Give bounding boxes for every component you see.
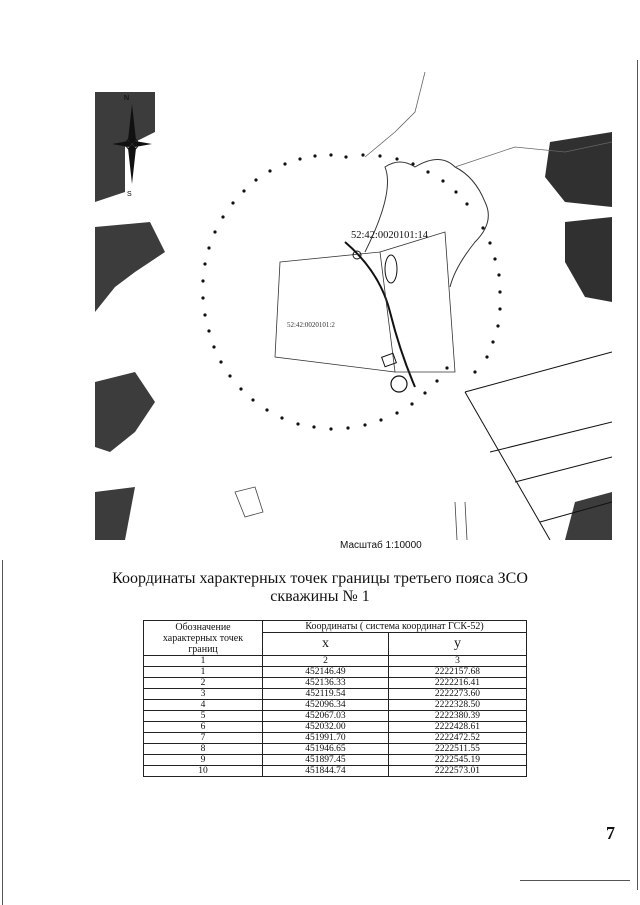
table-row	[144, 744, 527, 755]
scan-edge-bottom	[520, 880, 630, 881]
dark-area-right-top	[545, 132, 612, 207]
col-x-header: x	[263, 633, 389, 656]
point-number: 10	[144, 766, 263, 777]
svg-text:N: N	[124, 95, 130, 102]
coordinates-table	[143, 620, 527, 777]
scan-edge-right	[637, 60, 638, 890]
table-caption	[100, 570, 540, 606]
x-value: 451897.45	[263, 755, 389, 766]
point-number: 3	[144, 689, 263, 700]
dark-area-top-left	[95, 92, 155, 202]
col-point-label-header: Обозначение характерных точек границ	[144, 621, 263, 656]
svg-text:S: S	[127, 191, 132, 198]
map-drawing	[95, 72, 612, 540]
x-value: 452032.00	[263, 722, 389, 733]
y-value: 2222472.52	[388, 733, 526, 744]
dark-area-bottom-right	[565, 492, 612, 540]
dark-area-left	[95, 222, 165, 312]
y-value: 2222273.60	[388, 689, 526, 700]
boundary-map	[95, 72, 612, 540]
point-number: 5	[144, 711, 263, 722]
point-number: 6	[144, 722, 263, 733]
road	[345, 242, 415, 387]
table-row	[144, 678, 527, 689]
boundary-line-top	[365, 72, 425, 157]
parcel-outline	[275, 252, 395, 372]
pond	[385, 255, 397, 283]
point-number: 9	[144, 755, 263, 766]
table-row	[144, 733, 527, 744]
point-number: 8	[144, 744, 263, 755]
zone-boundary	[201, 153, 501, 430]
y-value: 2222428.61	[388, 722, 526, 733]
y-value: 2222216.41	[388, 678, 526, 689]
x-value: 452067.03	[263, 711, 389, 722]
round-structure	[391, 376, 407, 392]
table-colnum-row	[144, 656, 527, 667]
table-row	[144, 711, 527, 722]
x-value: 452136.33	[263, 678, 389, 689]
parcel-label-inner: 52:42:0020101:2	[287, 321, 335, 329]
small-parcel	[235, 487, 263, 517]
point-number: 1	[144, 667, 263, 678]
y-value: 2222511.55	[388, 744, 526, 755]
point-number: 7	[144, 733, 263, 744]
table-row	[144, 689, 527, 700]
point-number: 2	[144, 678, 263, 689]
caption-line-1: Координаты характерных точек границы третьего пояса ЗСО	[112, 570, 528, 587]
river-line	[365, 160, 488, 288]
y-value: 2222545.19	[388, 755, 526, 766]
x-value: 451844.74	[263, 766, 389, 777]
caption-line-2: скважины № 1	[270, 588, 370, 605]
x-value: 452146.49	[263, 667, 389, 678]
y-value: 2222157.68	[388, 667, 526, 678]
colnum-cell: 2	[263, 656, 389, 667]
vertical-lines	[455, 502, 467, 540]
col-coords-header: Координаты ( система координат ГСК-52)	[263, 621, 527, 633]
parcel-label-main: 52:42:0020101:14	[351, 230, 429, 241]
map-scale: Масштаб 1:10000	[340, 540, 422, 551]
y-value: 2222573.01	[388, 766, 526, 777]
x-value: 452096.34	[263, 700, 389, 711]
point-number: 4	[144, 700, 263, 711]
colnum-cell: 1	[144, 656, 263, 667]
x-value: 451946.65	[263, 744, 389, 755]
dark-area-right-mid	[565, 217, 612, 302]
table-row	[144, 766, 527, 777]
page-number: 7	[606, 823, 615, 843]
scan-edge-left	[2, 560, 3, 905]
x-value: 452119.54	[263, 689, 389, 700]
table-row	[144, 755, 527, 766]
table-row	[144, 667, 527, 678]
y-value: 2222380.39	[388, 711, 526, 722]
x-value: 451991.70	[263, 733, 389, 744]
parcel-outline-right	[380, 232, 455, 372]
dark-area-bottom-left	[95, 487, 135, 540]
table-row	[144, 722, 527, 733]
table-header-row	[144, 621, 527, 633]
colnum-cell: 3	[388, 656, 526, 667]
table-row	[144, 700, 527, 711]
col-y-header: y	[388, 633, 526, 656]
y-value: 2222328.50	[388, 700, 526, 711]
dark-area-left-lower	[95, 372, 155, 452]
